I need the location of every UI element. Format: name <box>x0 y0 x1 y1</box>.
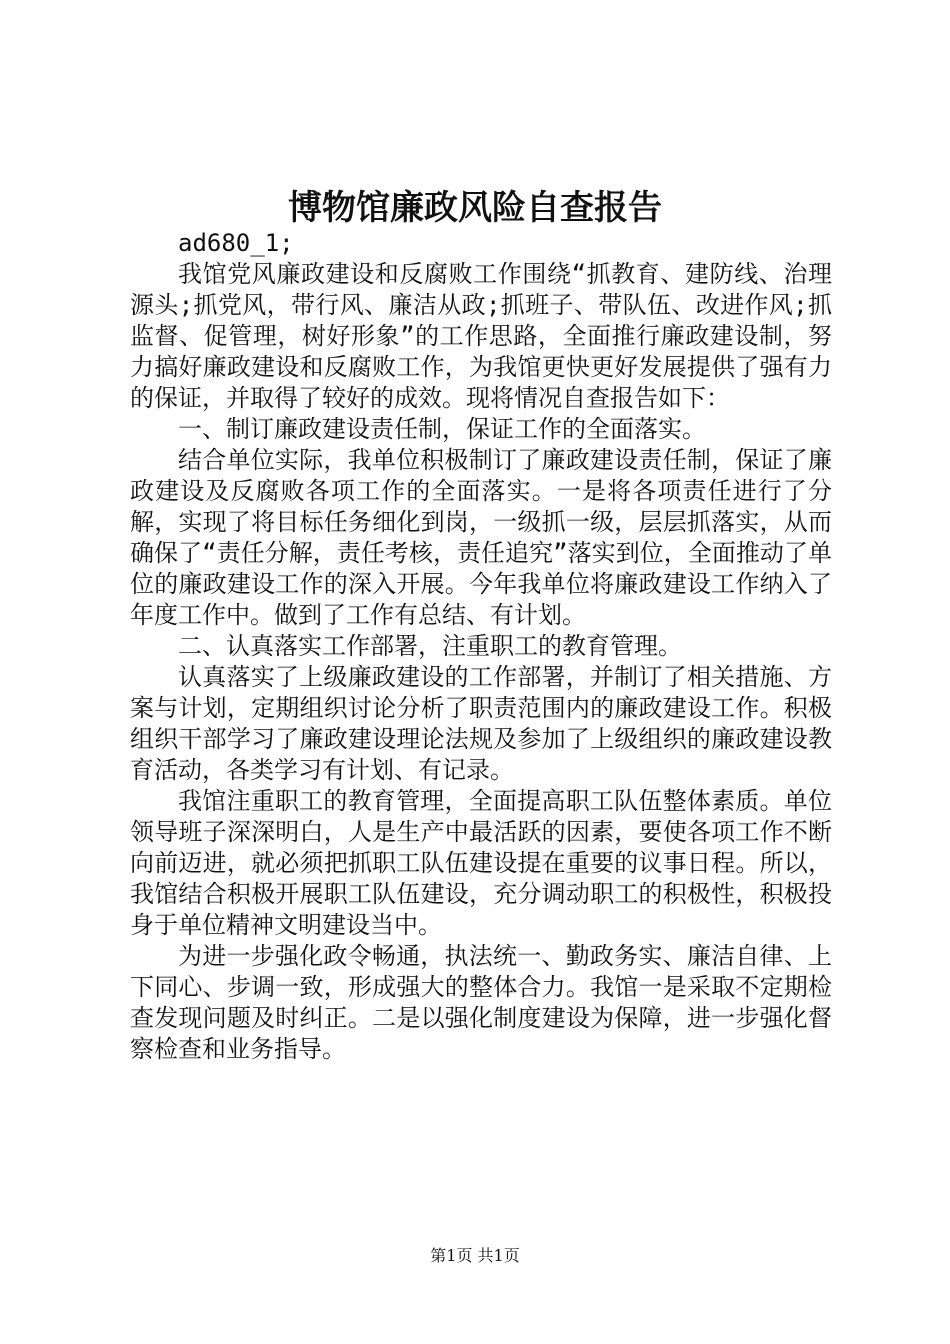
paragraph-intro: 我馆党风廉政建设和反腐败工作围绕“抓教育、建防线、治理源头;抓党风，带行风、廉洁从政;抓班子、带队伍、改进作风;抓监督、促管理，树好形象”的工作思路，全面推行廉政建设制，努力搞好廉政建设和反腐败工作，为我馆更快更好发展提供了强有力的保证，并取得了较好的成效。现将情况自查报告如下： <box>130 260 832 412</box>
paragraph-doc-code: ad680_1; <box>178 229 294 257</box>
page-footer: 第1页 共1页 <box>430 1246 520 1265</box>
paragraph-section-1: 结合单位实际，我单位积极制订了廉政建设责任制，保证了廉政建设及反腐败各项工作的全面落实。一是将各项责任进行了分解，实现了将目标任务细化到岗，一级抓一级，层层抓落实，从而确保了“责任分解，责任考核，责任追究”落实到位，全面推动了单位的廉政建设工作的深入开展。今年我单位将廉政建设工作纳入了年度工作中。做到了工作有总结、有计划。 <box>130 446 832 629</box>
document-body <box>130 228 832 1065</box>
section-heading-1: 一、制订廉政建设责任制，保证工作的全面落实。 <box>178 415 706 443</box>
paragraph-section-2c: 为进一步强化政令畅通，执法统一、勤政务实、廉洁自律、上下同心、步调一致，形成强大的整体合力。我馆一是采取不定期检查发现问题及时纠正。二是以强化制度建设为保障，进一步强化督察检查和业务指导。 <box>130 942 832 1063</box>
paragraph-section-2b: 我馆注重职工的教育管理，全面提高职工队伍整体素质。单位领导班子深深明白，人是生产中最活跃的因素，要使各项工作不断向前迈进，就必须把抓职工队伍建设提在重要的议事日程。所以，我馆结合积极开展职工队伍建设，充分调动职工的积极性，积极投身于单位精神文明建设当中。 <box>130 787 832 939</box>
document-title: 博物馆廉政风险自查报告 <box>288 188 662 228</box>
section-heading-2: 二、认真落实工作部署，注重职工的教育管理。 <box>178 632 682 660</box>
paragraph-section-2a: 认真落实了上级廉政建设的工作部署，并制订了相关措施、方案与计划，定期组织讨论分析了职责范围内的廉政建设工作。积极组织干部学习了廉政建设理论法规及参加了上级组织的廉政建设教育活动，各类学习有计划、有记录。 <box>130 663 832 784</box>
